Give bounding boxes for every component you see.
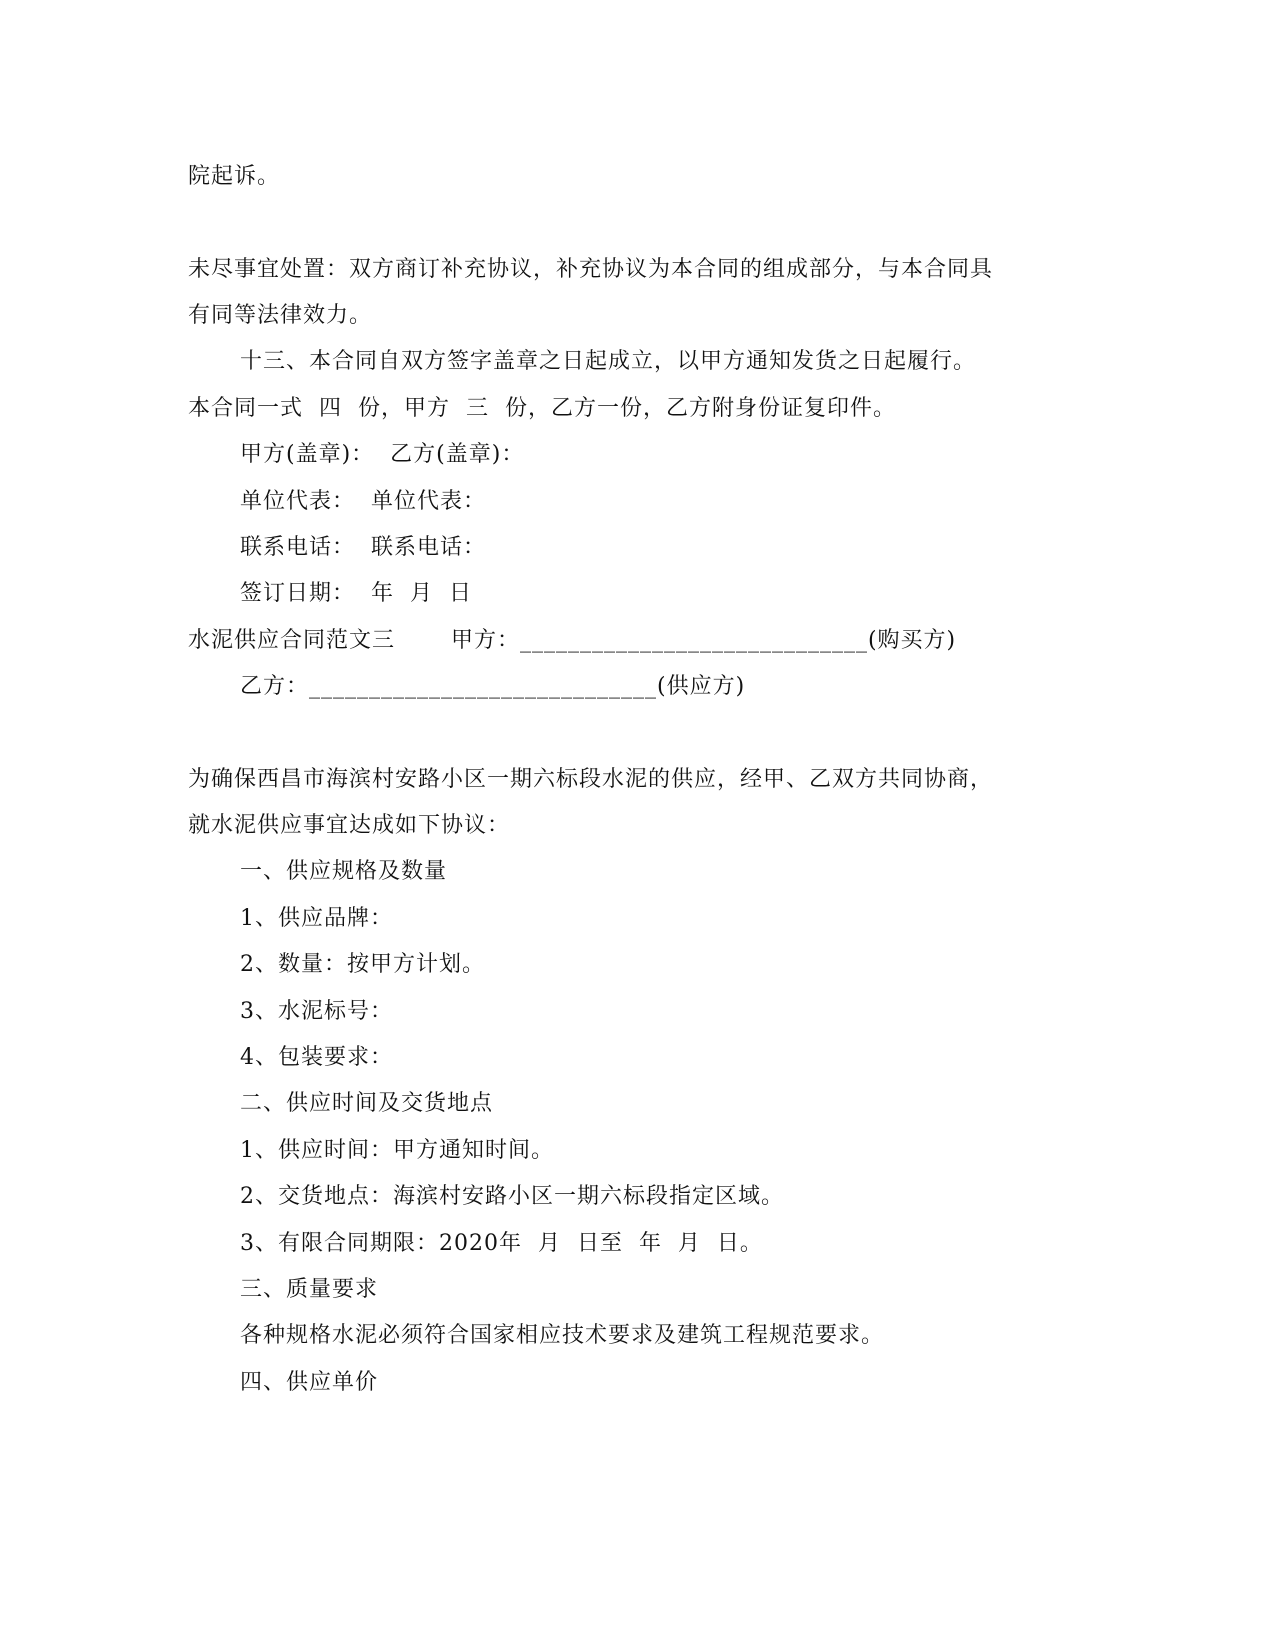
item-delivery-place: 2、交货地点：海滨村安路小区一期六标段指定区域。 (240, 1184, 784, 1209)
signature-date: 签订日期： 年 月 日 (240, 581, 472, 606)
section-four-heading: 四、供应单价 (240, 1370, 379, 1395)
text-line-agreement: 就水泥供应事宜达成如下协议： (188, 813, 511, 838)
text-line-matters-not-covered: 未尽事宜处置：双方商订补充协议，补充协议为本合同的组成部分，与本合同具 (188, 257, 994, 282)
section-one-heading: 一、供应规格及数量 (240, 859, 448, 884)
text-line-lawsuit: 院起诉。 (188, 164, 281, 189)
text-line-copies: 本合同一式 四 份，甲方 三 份，乙方一份，乙方附身份证复印件。 (188, 396, 896, 421)
section-two-heading: 二、供应时间及交货地点 (240, 1091, 494, 1116)
item-contract-term: 3、有限合同期限：2020年 月 日至 年 月 日。 (240, 1231, 763, 1256)
party-b-line: 乙方：_____________________________(供应方) (240, 674, 746, 699)
contract-three-title-party-a: 水泥供应合同范文三 甲方：_____________________________(购买方) (188, 628, 957, 653)
clause-thirteen: 十三、本合同自双方签字盖章之日起成立，以甲方通知发货之日起履行。 (240, 349, 977, 374)
item-brand: 1、供应品牌： (240, 906, 393, 931)
signature-representative: 单位代表： 单位代表： (240, 489, 486, 514)
item-supply-time: 1、供应时间：甲方通知时间。 (240, 1138, 554, 1163)
signature-party-seal: 甲方(盖章)： 乙方(盖章)： (240, 442, 525, 467)
text-line-quality: 各种规格水泥必须符合国家相应技术要求及建筑工程规范要求。 (240, 1323, 885, 1348)
item-packaging: 4、包装要求： (240, 1045, 393, 1070)
text-line-equal-effect: 有同等法律效力。 (188, 303, 373, 328)
section-three-heading: 三、质量要求 (240, 1277, 379, 1302)
item-cement-grade: 3、水泥标号： (240, 999, 393, 1024)
text-line-purpose: 为确保西昌市海滨村安路小区一期六标段水泥的供应，经甲、乙双方共同协商， (188, 767, 994, 792)
item-quantity: 2、数量：按甲方计划。 (240, 952, 485, 977)
signature-phone: 联系电话： 联系电话： (240, 535, 486, 560)
